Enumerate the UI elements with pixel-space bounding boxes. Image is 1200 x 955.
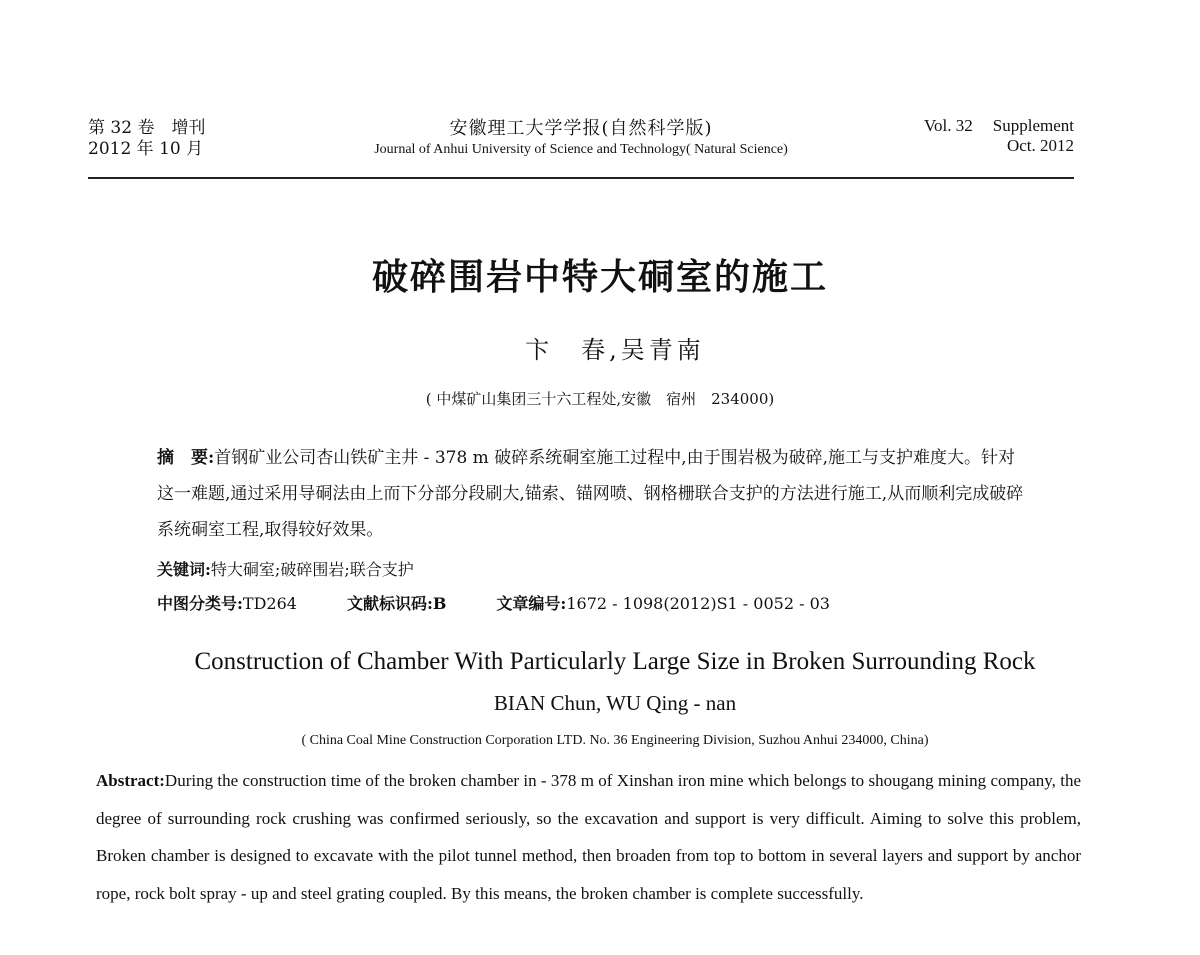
date-cn: 2012 年 10 月	[88, 139, 204, 159]
abstract-text-cn: 首钢矿业公司杏山铁矿主井 - 378 m 破碎系统硐室施工过程中,由于围岩极为破碎,施工与支护难度大。针对这一难题,通过采用导硐法由上而下分部分段刷大,锚索、锚网喷、钢格栅联合支护的方法进行施工,从而顺利完成破碎系统硐室工程,取得较好效果。	[157, 448, 1024, 540]
article-no-label: 文章编号:	[496, 594, 567, 613]
abstract-en	[96, 762, 1081, 912]
volume: Vol. 32	[923, 116, 973, 135]
header-right	[924, 116, 1074, 156]
article-title-en: Construction of Chamber With Particularly Large Size in Broken Surrounding Rock	[194, 648, 1036, 675]
abstract-cn	[157, 440, 1027, 548]
journal-name-en: Journal of Anhui University of Science and Technology( Natural Science)	[374, 142, 788, 157]
keywords: 特大硐室;破碎围岩;联合支护	[210, 560, 414, 579]
abstract-label-en: Abstract:	[96, 771, 165, 790]
classification-line	[157, 591, 830, 614]
article-title-cn: 破碎围岩中特大硐室的施工	[371, 256, 828, 298]
authors-cn: 卞 春,吴青南	[525, 336, 705, 364]
issue-cn: 第 32 卷 增刊	[88, 118, 206, 138]
doc-code: B	[432, 594, 447, 613]
date-en: Oct. 2012	[1006, 136, 1074, 155]
affiliation-cn: ( 中煤矿山集团三十六工程处,安徽 宿州 234000)	[425, 390, 775, 408]
article-no: 1672 - 1098(2012)S1 - 0052 - 03	[566, 594, 830, 613]
keywords-label: 关键词:	[157, 560, 211, 579]
doc-code-label: 文献标识码:	[346, 594, 433, 613]
authors-en: BIAN Chun, WU Qing - nan	[493, 691, 737, 715]
clc-label: 中图分类号:	[157, 594, 243, 613]
keywords-line	[157, 557, 414, 580]
supplement: Supplement	[992, 116, 1074, 135]
abstract-text-en: During the construction time of the broken chamber in - 378 m of Xinshan iron mine which belongs to shougang mining company, the degree of surrounding rock crushing was confirmed seriously, so the excavation and support is very difficult. Aiming to solve this problem, Broken chamber is designed to excavate with the pilot tunnel method, then broaden from top to bottom in several layers and support by anchor rope, rock bolt spray - up and steel grating coupled. By this means, the broken chamber is complete successfully.	[96, 771, 1081, 903]
abstract-label-cn: 摘 要:	[157, 448, 215, 468]
header-rule	[88, 177, 1074, 179]
affiliation-en: ( China Coal Mine Construction Corporation LTD. No. 36 Engineering Division, Suzhou Anhui 234000, China)	[301, 733, 929, 748]
journal-header	[88, 112, 1074, 178]
journal-name-cn: 安徽理工大学学报(自然科学版)	[449, 118, 713, 139]
clc-code: TD264	[242, 594, 297, 613]
